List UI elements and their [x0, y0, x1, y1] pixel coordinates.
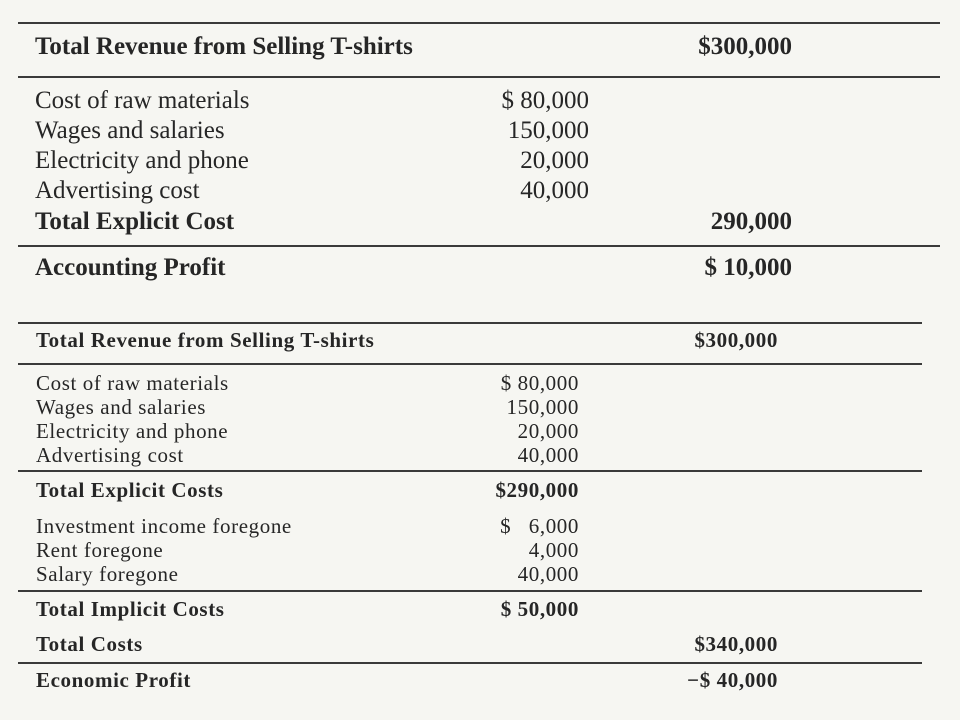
cost-label: Advertising cost	[35, 177, 200, 204]
total-explicit-costs-label: Total Explicit Costs	[36, 478, 224, 502]
implicit-cost-amount: $ 6,000	[500, 514, 579, 538]
total-explicit-cost-value: 290,000	[710, 208, 792, 235]
revenue-label: Total Revenue from Selling T-shirts	[36, 328, 375, 352]
explicit-cost-amount: $ 80,000	[500, 371, 579, 395]
implicit-cost-amount: 40,000	[517, 562, 579, 586]
cost-label: Cost of raw materials	[35, 87, 250, 114]
economic-profit-label: Economic Profit	[36, 668, 191, 692]
table-rule	[18, 662, 922, 664]
revenue-total: $300,000	[694, 328, 778, 352]
accounting-profit-value: $ 10,000	[704, 254, 792, 281]
explicit-cost-label: Electricity and phone	[36, 419, 229, 443]
table-rule	[18, 22, 940, 24]
revenue-label: Total Revenue from Selling T-shirts	[35, 33, 413, 60]
cost-amount: 40,000	[520, 177, 589, 204]
explicit-cost-amount: 40,000	[517, 443, 579, 467]
total-costs-value: $340,000	[694, 632, 778, 656]
cost-amount: $ 80,000	[501, 87, 589, 114]
revenue-total: $300,000	[698, 33, 792, 60]
explicit-cost-label: Wages and salaries	[36, 395, 207, 419]
total-explicit-costs-value: $290,000	[495, 478, 579, 502]
table-rule	[18, 76, 940, 78]
table-rule	[18, 470, 922, 472]
explicit-cost-amount: 150,000	[506, 395, 579, 419]
implicit-cost-label: Rent foregone	[36, 538, 164, 562]
cost-label: Wages and salaries	[35, 117, 225, 144]
explicit-cost-amount: 20,000	[517, 419, 579, 443]
table-rule	[18, 363, 922, 365]
table-rule	[18, 245, 940, 247]
total-implicit-costs-label: Total Implicit Costs	[36, 597, 225, 621]
accounting-profit-label: Accounting Profit	[35, 254, 226, 281]
implicit-cost-amount: 4,000	[528, 538, 579, 562]
total-costs-label: Total Costs	[36, 632, 143, 656]
cost-amount: 150,000	[507, 117, 589, 144]
implicit-cost-label: Salary foregone	[36, 562, 179, 586]
economic-profit-value: −$ 40,000	[687, 668, 778, 692]
table-rule	[18, 590, 922, 592]
total-implicit-costs-value: $ 50,000	[500, 597, 579, 621]
total-explicit-cost-label: Total Explicit Cost	[35, 208, 235, 235]
explicit-cost-label: Cost of raw materials	[36, 371, 229, 395]
cost-label: Electricity and phone	[35, 147, 249, 174]
implicit-cost-label: Investment income foregone	[36, 514, 292, 538]
table-rule	[18, 322, 922, 324]
cost-amount: 20,000	[520, 147, 589, 174]
explicit-cost-label: Advertising cost	[36, 443, 184, 467]
